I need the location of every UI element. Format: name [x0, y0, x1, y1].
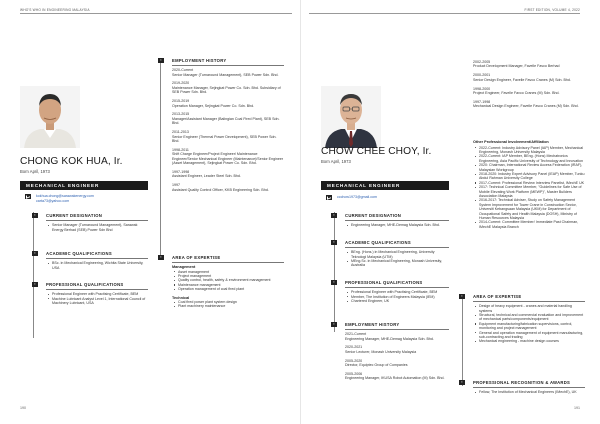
expertise-section — [160, 254, 284, 309]
list-item: Coal fired power plant system design — [172, 300, 284, 304]
section-heading: ▪ AREA OF EXPERTISE — [172, 255, 284, 262]
awards-section — [461, 379, 585, 395]
list-item: 2020: Chairman, International Review Access Federation (IRAF), Malaysian Workgroup — [473, 163, 585, 172]
section-heading: ▪ EMPLOYMENT HISTORY — [172, 58, 284, 65]
portrait-photo — [321, 86, 381, 148]
section-heading: ▪ ACADEMIC QUALIFICATIONS — [46, 251, 148, 258]
section-heading: ▪ CURRENT DESIGNATION — [345, 213, 449, 220]
list-item: Plant machinery maintenance — [172, 304, 284, 308]
employment-entry: 2011-2013 Senior Engineer (Thermal Power Development), SEB Power Sdn. Bhd. — [172, 130, 277, 143]
employment-entry: 2020-2021 Senior Lecturer, Monash University Malaysia — [345, 345, 417, 354]
birth-date: Born April, 1973 — [321, 159, 351, 164]
page-number: 191 — [574, 406, 580, 410]
employment-entry: 2020-Current Senior Manager (Turnaround Management), SEB Power Sdn. Bhd. — [172, 68, 279, 77]
list-item: 2022-Current: IAP Member, BEng. (Hons) Mechatronics Engineering, Asia Pacific University of Technology and Innovation — [473, 154, 585, 163]
section-heading: ▪ CURRENT DESIGNATION — [46, 213, 148, 220]
employment-entry: 1997-1998 Mechanical Design Engineer, Favelle Favco Cranes (M) Sdn. Bhd. — [473, 99, 579, 109]
list-item: Professional Engineer with Practising Certificate, BEM — [345, 290, 449, 294]
email-link[interactable]: kokhua.chong@sarawakenergy.com — [36, 194, 94, 198]
section-heading: ▪ EMPLOYMENT HISTORY — [345, 322, 449, 329]
employment-section — [160, 57, 284, 197]
employment-entry: 2015-2019 Operation Manager, Sejingkat Power Co. Sdn. Bhd. — [172, 99, 255, 108]
birth-date: Born April, 1973 — [20, 169, 50, 174]
trophy-icon: ▪ — [459, 380, 465, 385]
role-banner: MECHANICAL ENGINEER — [20, 181, 148, 190]
gear-icon: ▪ — [158, 255, 164, 260]
section-heading: ▪ AREA OF EXPERTISE — [473, 294, 585, 301]
section-heading: ▪ ACADEMIC QUALIFICATIONS — [345, 240, 449, 247]
person-name: CHONG KOK HUA, Ir. — [20, 156, 123, 167]
list-item: Maintenance management — [172, 283, 284, 287]
list-item: 2014-Current: Committee Member/ Immediate Past Chairman, IMechE Malaysia Branch — [473, 220, 585, 229]
mail-icon — [25, 194, 31, 199]
page-number: 190 — [20, 406, 26, 410]
section-connector-line — [33, 212, 34, 338]
mail-icon — [326, 195, 332, 200]
employment-entry: 1998-2000 Project Engineer, Favelle Favco Cranes (M) Sdn. Bhd. — [473, 86, 560, 96]
employment-entry: 2005-2006 Engineering Manager, IKUSA Robot Automation (M) Sdn. Bhd. — [345, 372, 445, 381]
section-connector-line — [462, 296, 463, 386]
list-item: Operation management of coal fired plant — [172, 287, 284, 291]
section-heading: ▪ PROFESSIONAL RECOGNITION & AWARDS — [473, 380, 585, 387]
list-item: Project management — [172, 274, 284, 278]
list-item: Quality control, health, safety & environment management — [172, 278, 284, 282]
list-item: Senior Manager (Turnaround Management), Sarawak Energy Berhad (SEB) Power Sdn Bhd — [46, 223, 148, 232]
current-designation-section — [34, 212, 148, 232]
list-item: 2016-2017: Technical Adviser, Study on Safety Management System Improvement for Tower Crane in Construction Sector, Universiti Kebangsaan Malaysia (UKM) for Department of Occupational Safety and Health Malaysia (DOSH), Ministry of Human Resources Malaysia — [473, 198, 585, 220]
portrait-chong-icon — [20, 86, 80, 148]
portrait-chow-icon — [321, 86, 381, 148]
list-item: BSc. in Mechanical Engineering, Wichita State University, USA — [46, 261, 148, 270]
running-head: FIRST EDITION, VOLUME 4, 2022 — [524, 8, 580, 12]
section-connector-line — [334, 212, 335, 332]
professional-section — [34, 281, 148, 305]
employment-entry: 1997-1998 Assistant Engineer, Leader Steel Sdn. Bhd. — [172, 170, 241, 179]
subheading-other-involvement: Other Professional Involvement/Affiliation — [473, 140, 549, 144]
portrait-photo — [20, 86, 80, 148]
header-rule — [309, 13, 580, 14]
header-rule — [20, 13, 292, 14]
academic-section — [333, 239, 449, 268]
section-connector-line — [160, 60, 161, 260]
list-item: 2017-Current: Professional Review Interview Panelist, IMechE UK — [473, 181, 585, 185]
employment-entry: 2019-2020 Maintenance Manager, Sejingkat Power Co. Sdn. Bhd. Subsidiary of SEB Power Sdn. Bhd. — [172, 81, 281, 95]
list-item: Engineering Manager, MHE-Demag Malaysia Sdn. Bhd. — [345, 223, 449, 227]
employment-entry: 2013-2015 Manager/Assistant Manager (Balingian Coal Fired Plant), SEB Sdn. Bhd. — [172, 112, 280, 126]
subheading-management: Management — [172, 265, 196, 270]
list-item: Chartered Engineer, UK — [345, 299, 449, 303]
employment-entry: 1997 Assistant Quality Control Officer, KKB Engineering Sdn. Bhd. — [172, 183, 269, 192]
running-head: WHO'S WHO IN ENGINEERING MALAYSIA — [20, 8, 90, 12]
professional-section — [333, 279, 449, 303]
employment-entry: 2000-2001 Senior Design Engineer, Favelle Favco Cranes (M) Sdn. Bhd. — [473, 73, 571, 82]
list-item: 2022-Current: Industry Advisory Panel (IAP) Member, Mechanical Engineering, Monash University Malaysia — [473, 146, 585, 155]
certificate-icon: ▪ — [32, 282, 38, 287]
certificate-icon: ▪ — [331, 280, 337, 285]
list-item: Structural, technical and commercial evaluation and improvement of mechanical parts/components/equipment — [473, 313, 585, 322]
list-item: Equipment manufacturing/fabrication supervisions, control, monitoring and project management — [473, 322, 585, 331]
section-heading: ▪ PROFESSIONAL QUALIFICATIONS — [46, 282, 148, 289]
employment-continued — [473, 60, 585, 113]
briefcase-icon: ▪ — [158, 58, 164, 63]
list-item: Mechanical engineering - machine design courses — [473, 339, 585, 343]
list-item: General and operation management of equipment manufacturing, sub-contracting and trading — [473, 331, 585, 340]
employment-section — [333, 321, 449, 385]
person-name: CHOW CHEE CHOY, Ir. — [321, 146, 432, 157]
list-item: Fellow, The Institution of Mechanical Engineers (IMechE), UK — [473, 390, 585, 394]
graduation-cap-icon: ▪ — [331, 240, 337, 245]
graduation-cap-icon: ▪ — [32, 251, 38, 256]
employment-entry: 1998-2011 Shift Charge Engineer/Project Engineer/ Maintenance Engineer/Senior Mechanical Engineer (Maintenance)/Senior Engineer (Asset Management), Sejingkat Power Co. Sdn. Bhd. — [172, 147, 284, 166]
list-item: Design of heavy equipment - cranes and material handling systems — [473, 304, 585, 313]
list-item: Asset management — [172, 270, 284, 274]
gear-icon: ▪ — [459, 294, 465, 299]
contact-block — [337, 195, 377, 200]
email-link[interactable]: carta73@yahoo.com — [36, 199, 70, 203]
list-item: BEng. (Hons.) in Mechanical Engineering, University Teknologi Malaysia (UTM) — [345, 250, 449, 259]
current-designation-section — [333, 212, 449, 228]
role-banner: MECHANICAL ENGINEER — [321, 181, 449, 190]
briefcase-icon: ▪ — [331, 322, 337, 327]
list-item: Machine Lubricant Analyst Level 1, International Council of Machinery Lubricant, USA — [46, 297, 148, 306]
section-heading: ▪ PROFESSIONAL QUALIFICATIONS — [345, 280, 449, 287]
expertise-section — [461, 293, 585, 344]
right-page — [300, 0, 600, 424]
other-involvement-section — [473, 140, 585, 229]
contact-block — [36, 194, 94, 204]
employment-entry: 2002-2005 Product Development Manager, Favelle Favco Berhad — [473, 60, 560, 69]
list-item: Member, The Institution of Engineers Malaysia (IEM) — [345, 295, 449, 299]
subheading-technical: Technical — [172, 295, 190, 300]
list-item: 2017: Technical Committee Member, "Guidelines for Safe Use of Mobile Elevating Work Platform (MEWP)", Master Builders Association Malaysia — [473, 185, 585, 198]
employment-entry: 2021-Current Engineering Manager, MHE-Demag Malaysia Sdn. Bhd. — [345, 332, 434, 341]
email-link[interactable]: ccchow1973@gmail.com — [337, 195, 378, 199]
briefcase-icon: ▪ — [32, 213, 38, 218]
list-item: MEng.Sc. in Mechanical Engineering, Monash University, Australia — [345, 259, 449, 268]
list-item: 2018-2020: Industry Expert Advisory Panel (IEAP) Member, Tunku Abdul Rahman University College — [473, 172, 585, 181]
academic-section — [34, 250, 148, 270]
list-item: Professional Engineer with Practising Certificate, BEM — [46, 292, 148, 296]
briefcase-icon: ▪ — [331, 213, 337, 218]
employment-entry: 2005-2020 Director, Equiptec Group of Companies — [345, 358, 408, 368]
